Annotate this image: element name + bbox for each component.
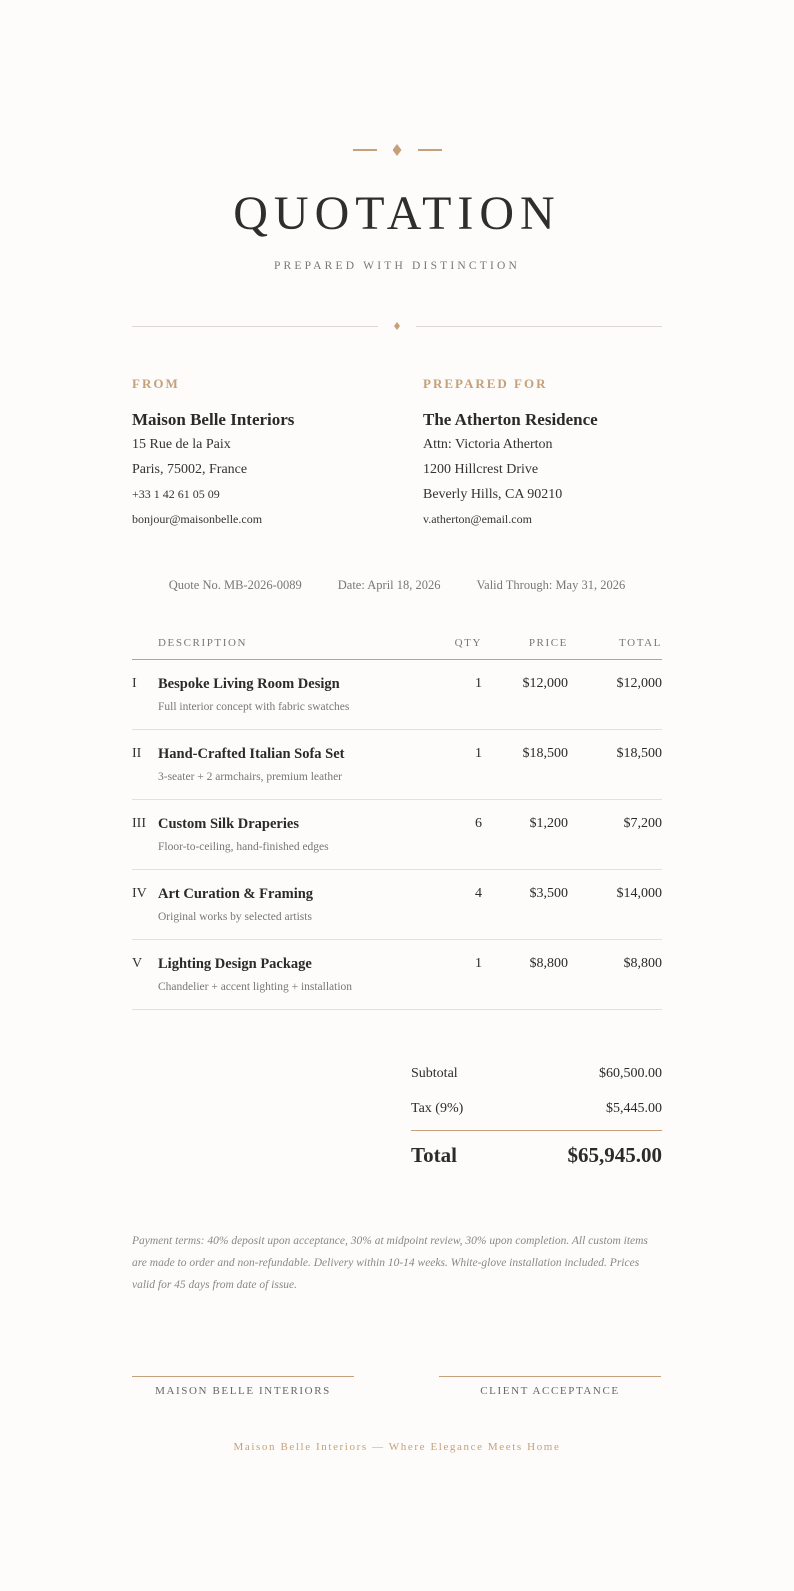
diamond-icon (394, 322, 400, 330)
item-qty: 4 (422, 870, 482, 940)
client-signature-line: CLIENT ACCEPTANCE (439, 1376, 661, 1397)
from-block (132, 376, 392, 530)
item-total: $18,500 (568, 730, 662, 800)
line-items-table (132, 637, 662, 1010)
item-number: II (132, 730, 158, 800)
quote-date: Date: April 18, 2026 (337, 578, 441, 592)
item-number: III (132, 800, 158, 870)
from-phone: +33 1 42 61 05 09 (132, 487, 220, 501)
item-description (158, 940, 422, 1010)
item-price: $8,800 (482, 940, 568, 1010)
item-description (158, 870, 422, 940)
item-description (158, 730, 422, 800)
item-description (158, 660, 422, 730)
item-qty: 1 (422, 940, 482, 1010)
totals-block (411, 1066, 662, 1168)
item-qty: 1 (422, 730, 482, 800)
diamond-icon (393, 144, 402, 156)
item-qty: 6 (422, 800, 482, 870)
document-subtitle: PREPARED WITH DISTINCTION (273, 260, 521, 272)
from-email: bonjour@maisonbelle.com (132, 512, 263, 526)
payment-terms: Payment terms: 40% deposit upon acceptance, 30% at midpoint review, 30% upon completion. All custom items are made to order and non-refundable. Delivery within 10-14 weeks. White-glove installation included. Prices valid for 45 days from date of issue. (132, 1235, 648, 1291)
item-name: Custom Silk Draperies (158, 816, 299, 832)
ornament-line-left (353, 149, 377, 151)
item-total: $12,000 (568, 660, 662, 730)
item-number: IV (132, 870, 158, 940)
item-detail: Floor-to-ceiling, hand-finished edges (158, 841, 329, 853)
item-name: Hand-Crafted Italian Sofa Set (158, 746, 345, 762)
item-total: $14,000 (568, 870, 662, 940)
item-total: $8,800 (568, 940, 662, 1010)
header-total: TOTAL (568, 637, 662, 660)
item-name: Art Curation & Framing (158, 886, 314, 902)
item-qty: 1 (422, 660, 482, 730)
table-row (132, 730, 662, 800)
item-name: Lighting Design Package (158, 956, 312, 972)
from-address-2: Paris, 75002, France (132, 462, 248, 477)
client-address-2: Beverly Hills, CA 90210 (423, 487, 563, 502)
item-price: $3,500 (482, 870, 568, 940)
total-label: Total (411, 1143, 457, 1167)
item-detail: Chandelier + accent lighting + installation (158, 981, 353, 993)
item-name: Bespoke Living Room Design (158, 676, 340, 692)
item-price: $1,200 (482, 800, 568, 870)
tax-label: Tax (9%) (411, 1101, 464, 1116)
item-detail: Original works by selected artists (158, 911, 312, 923)
item-number: V (132, 940, 158, 1010)
table-row (132, 940, 662, 1010)
header-number (132, 637, 158, 660)
table-row (132, 800, 662, 870)
item-description (158, 800, 422, 870)
subtotal-row (411, 1066, 662, 1101)
client-address-1: 1200 Hillcrest Drive (423, 462, 539, 477)
quote-valid-through: Valid Through: May 31, 2026 (476, 578, 626, 592)
section-divider (132, 326, 662, 336)
total-value: $65,945.00 (567, 1143, 662, 1167)
footer-tagline: Maison Belle Interiors — Where Elegance Meets Home (233, 1441, 561, 1453)
header-qty: QTY (422, 637, 482, 660)
subtotal-value: $60,500.00 (599, 1066, 662, 1081)
top-ornament (0, 144, 794, 156)
item-total: $7,200 (568, 800, 662, 870)
divider-line-left (132, 326, 378, 327)
prepared-for-block (423, 376, 683, 530)
tax-value: $5,445.00 (606, 1101, 662, 1116)
item-price: $18,500 (482, 730, 568, 800)
from-label: FROM (132, 376, 180, 391)
client-name: The Atherton Residence (423, 410, 598, 429)
table-header-row (132, 637, 662, 660)
client-email: v.atherton@email.com (423, 512, 532, 526)
client-attn: Attn: Victoria Atherton (423, 437, 553, 452)
grand-total-row (411, 1143, 662, 1168)
table-row (132, 660, 662, 730)
ornament-line-right (418, 149, 442, 151)
quote-meta (0, 578, 794, 593)
table-row (132, 870, 662, 940)
header-description: DESCRIPTION (158, 637, 422, 660)
item-detail: Full interior concept with fabric swatches (158, 701, 350, 713)
item-number: I (132, 660, 158, 730)
item-price: $12,000 (482, 660, 568, 730)
prepared-for-label: PREPARED FOR (423, 376, 548, 391)
header-price: PRICE (482, 637, 568, 660)
from-name: Maison Belle Interiors (132, 410, 295, 429)
item-detail: 3-seater + 2 armchairs, premium leather (158, 771, 343, 783)
from-address-1: 15 Rue de la Paix (132, 437, 231, 452)
divider-line-right (416, 326, 662, 327)
company-signature-line: MAISON BELLE INTERIORS (132, 1376, 354, 1397)
quote-number: Quote No. MB-2026-0089 (168, 578, 302, 592)
subtotal-label: Subtotal (411, 1066, 458, 1081)
document-title: QUOTATION (233, 187, 561, 240)
